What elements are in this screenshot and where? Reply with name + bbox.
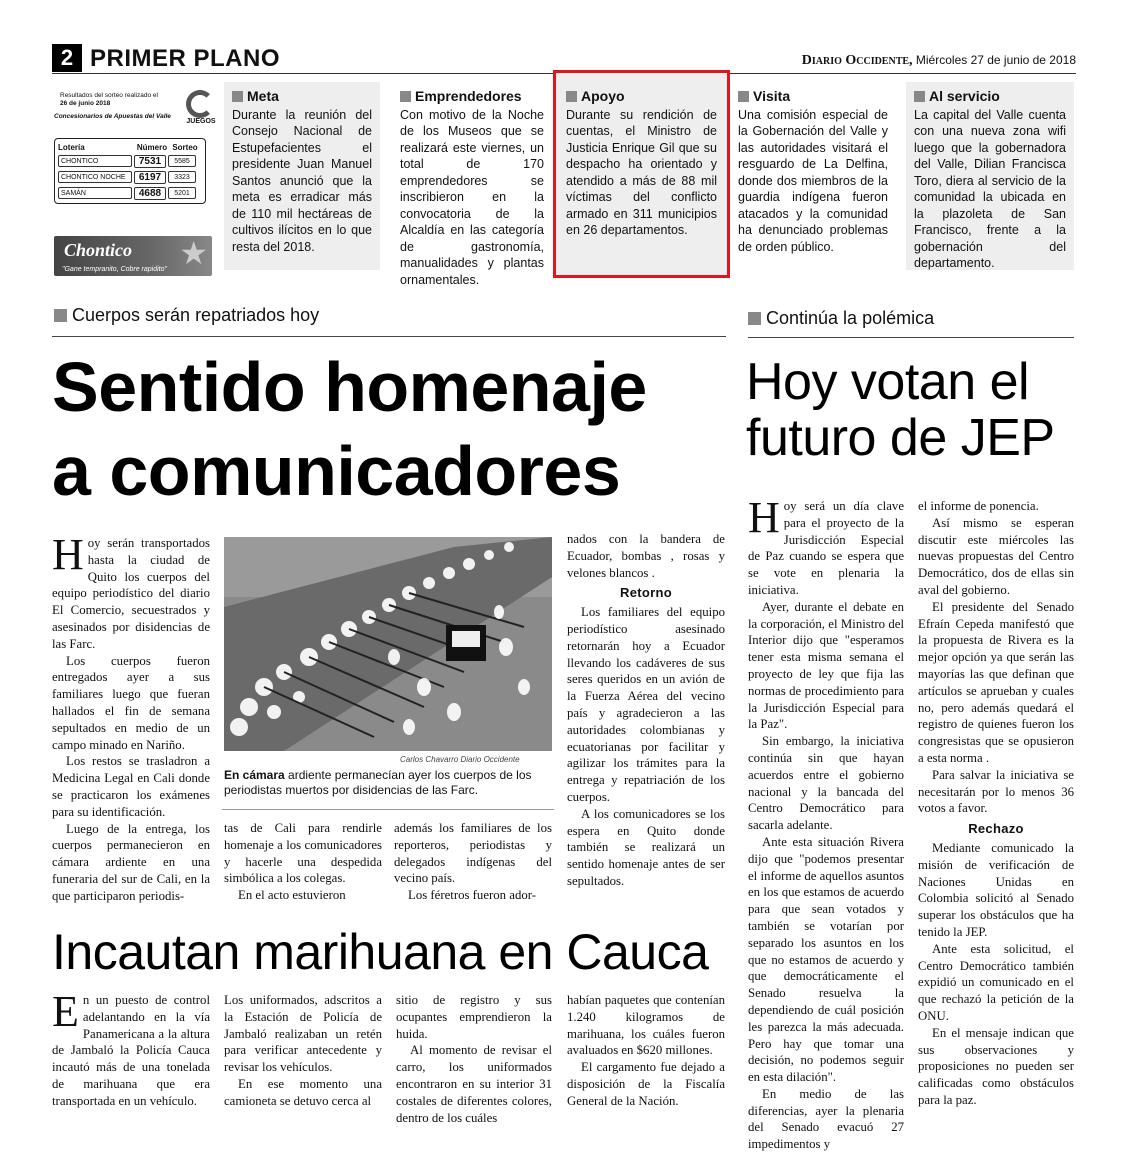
juegos-logo-icon: JUEGOS xyxy=(182,90,220,124)
vigil-photo xyxy=(224,537,552,751)
bullet-square-icon xyxy=(54,309,67,322)
col-header-numero: Número xyxy=(136,142,168,152)
main-column-2: tas de Cali para rendirle homenaje a los comunicadores y hacerle una despedida simbólica a los colegas. En el acto estuvieron xyxy=(224,821,382,903)
dropcap: E xyxy=(52,987,79,1036)
chontico-brand: Chontico xyxy=(64,240,133,260)
masthead xyxy=(802,53,1076,69)
brief-text: Durante la reunión del Consejo Nacional de Estupefacientes el presidente Juan Manuel Santos anunció que la meta es erradicar más de 110 mil hectáreas de cultivos ilícitos en lo que resta del 2018. xyxy=(232,107,372,254)
bullet-square-icon xyxy=(566,91,577,102)
side-kicker: Continúa la polémica xyxy=(748,308,934,329)
dropcap: H xyxy=(52,530,84,579)
brief-text: La capital del Valle cuenta con una nueva zona wifi luego que la gobernadora del Valle, Dilian Francisca Toro, diera al servicio de la comunidad la ubicada en la plazoleta de San Francisco, frente a la gobernación del departamento. xyxy=(914,107,1066,270)
lottery-results-label: Resultados del sorteo realizado el 26 de junio 2018 xyxy=(60,92,158,107)
bottom-column-1: En un puesto de control adelantando en la vía Panamericana a la altura de Jambaló la Policía Cauca incautó más de una tonelada de marihuana que era transportada en un vehículo. xyxy=(52,987,210,1108)
chontico-banner xyxy=(54,236,212,276)
section-title: PRIMER PLANO xyxy=(90,45,281,72)
dropcap: H xyxy=(748,493,780,542)
bottom-column-2: Los uniformados, adscritos a la Estación de Policía de Jambaló realizaban un retén para verificar antecedente y revisar los vehículos. En ese momento una camioneta se detuvo cerca al xyxy=(224,993,382,1108)
divider xyxy=(748,337,1074,338)
photo-credit: Carlos Chavarro Diario Occidente xyxy=(400,755,520,764)
bullet-square-icon xyxy=(748,312,761,325)
brief-emprendedores xyxy=(392,82,552,287)
bullet-square-icon xyxy=(232,91,243,102)
main-kicker: Cuerpos serán repatriados hoy xyxy=(54,305,319,326)
side-column-2: el informe de ponencia. Así mismo se esperan discutir este miércoles las nuevas propuestas del Centro Democrático, dos de ellas sin aval del gobierno. El presidente del Senado Efraín Cepeda manifestó que la propuesta de Rivera es la mejor opción ya que serán las mayorías las que definan que artículos se aprueban y cuales no, pero además quedará el registro de quienes fueron los congresistas que se opusieron a esta norma . Para salvar la iniciativa se necesitarán por lo menos 36 votos a favor. Rechazo Mediante comunicado la misión de verificación de Naciones Unidas en Colombia solicitó al Senado superar los obstáculos que ha tenido la JEP. Ante esta solicitud, el Centro Democrático también expidió un comunicado en el que rechazó la petición de la ONU. En el mensaje indican que sus observaciones y proposiciones no pueden ser calificadas como obstáculos para la paz. xyxy=(918,499,1074,1107)
brief-apoyo xyxy=(553,70,730,278)
subhead-rechazo: Rechazo xyxy=(968,821,1024,837)
lottery-results-box xyxy=(52,86,220,278)
bullet-square-icon xyxy=(400,91,411,102)
brief-visita xyxy=(730,82,896,270)
side-headline: Hoy votan el futuro de JEP xyxy=(746,353,1055,467)
table-row: SAMÁN 4688 5201 xyxy=(58,185,202,201)
lottery-date: 26 de junio 2018 xyxy=(60,100,111,107)
page-number: 2 xyxy=(52,44,82,72)
side-column-1: Hoy será un día clave para el proyecto de la Jurisdicción Especial de Paz cuando se espera que se vote en plenaria la iniciativa. Ayer, durante el debate en la corporación, el Ministro del Interior dijo que "esperamos tener esta misma semana el proyecto de ley que fija las normas de procedimiento para la Jurisdicción Especial para la Paz". Sin embargo, la iniciativa continúa sin que hayan acuerdos entre el gobierno nacional y la bancada del Centro Democrático para sacarla adelante. Ante esta situación Rivera dijo que "podemos presentar el informe de aquellos asuntos en los que estamos de acuerdo para que sean votados y también se votarían por separado los asuntos en los que no estamos de acuerdo y que democráticamente el Senado resuelva la dependiendo de cuál posición les parezca la más adecuada. Pero hay que tomar una decisión, no podemos seguir en esta dilación". En medio de las diferencias, ayer la plenaria del Senado evacuó 27 impedimentos y xyxy=(748,493,904,1152)
lottery-dealer: Concesionarios de Apuestas del Valle xyxy=(54,113,171,120)
newspaper-name: Diario Occidente, xyxy=(801,53,913,68)
brief-title: Apoyo xyxy=(581,88,625,104)
col-header-loteria: Lotería xyxy=(58,142,85,152)
brief-al-servicio xyxy=(906,82,1074,270)
brief-text: Durante su rendición de cuentas, el Ministro de Justicia Enrique Gil que su despacho ha orientado y atendido a más de 88 mil víctimas del conflicto armado en 311 municipios en 26 departamentos. xyxy=(566,107,717,237)
bottom-headline: Incautan marihuana en Cauca xyxy=(52,924,709,980)
bullet-square-icon xyxy=(914,91,925,102)
main-column-4: nados con la bandera de Ecuador, bombas , rosas y velones blancos . Retorno Los familiares del equipo periodístico asesinado retornarán hoy a Ecuador llevando los cadáveres de sus seres queridos en un avión de la Fuerza Aérea del vecino país y agradecieron a las autoridades colombianas y ecuatorianas por facilitar y agilizar los trámites para la entrega y repatriación de los cuerpos. A los comunicadores se los espera en Quito donde también se realizará un sentido homenaje antes de ser sepultados. xyxy=(567,532,725,888)
bottom-column-4: habían paquetes que contenían 1.240 kilogramos de marihuana, los cuáles fueron avaluados en $620 millones. El cargamento fue dejado a disposición de la Fiscalía General de la Nación. xyxy=(567,993,725,1108)
bullet-square-icon xyxy=(738,91,749,102)
brief-title: Meta xyxy=(247,88,279,104)
bottom-column-3: sitio de registro y sus ocupantes emprendieron la huida. Al momento de revisar el carro, los uniformados encontraron en su interior 31 costales de diferentes colores, dentro de los cuáles xyxy=(396,993,552,1125)
lottery-table-header xyxy=(58,141,202,153)
main-headline: Sentido homenaje a comunicadores xyxy=(52,348,647,510)
brief-text: Con motivo de la Noche de los Museos que se realizará este viernes, un total de 170 emprendedores se inscribieron en la convocatoria de la Alcaldía en las categoría de gastronomía, manualidades y plantas ornamentales. xyxy=(400,107,544,287)
brief-title: Emprendedores xyxy=(415,88,522,104)
brief-text: Una comisión especial de la Gobernación del Valle y las autoridades visitará el resguardo de La Delfina, donde dos miembros de la guardia indígena fueron atacados y la comunidad ha denunciado problemas de orden público. xyxy=(738,107,888,254)
table-row: CHONTICO NOCHE 6197 3323 xyxy=(58,169,202,185)
star-icon: ★ xyxy=(179,236,208,271)
brief-title: Al servicio xyxy=(929,88,1000,104)
col-header-sorteo: Sorteo xyxy=(172,142,198,152)
main-column-1: Hoy serán transportados hasta la ciudad de Quito los cuerpos del equipo periodístico del diario El Comercio, secuestrados y asesinados por disidencias de las Farc. Los cuerpos fueron entregados ayer a sus familiares luego que fueran hallados el fin de semana sepultados en medio de un campo minado en Nariño. Los restos se trasladron a Medicina Legal en Cali donde se practicaron los exámenes para su identificación. Luego de la entrega, los cuerpos permanecieron en cámara ardiente en una funeraria del sur de Cali, en la que participaron periodis- xyxy=(52,530,210,903)
lottery-table xyxy=(54,138,206,204)
issue-date: Miércoles 27 de junio de 2018 xyxy=(915,53,1076,67)
chontico-slogan: "Gane tempranito, Cobre rapidito" xyxy=(62,266,167,273)
brief-meta xyxy=(224,82,380,270)
divider xyxy=(52,336,726,337)
table-row: CHONTICO 7531 5585 xyxy=(58,153,202,169)
subhead-retorno: Retorno xyxy=(620,585,672,601)
brief-title: Visita xyxy=(753,88,791,104)
main-column-3: además los familiares de los reporteros, periodistas y delegados indígenas del vecino país. Los féretros fueron ador- xyxy=(394,821,552,903)
photo-caption: En cámara ardiente permanecían ayer los cuerpos de los periodistas muertos por disidencias de las Farc. xyxy=(224,768,532,797)
